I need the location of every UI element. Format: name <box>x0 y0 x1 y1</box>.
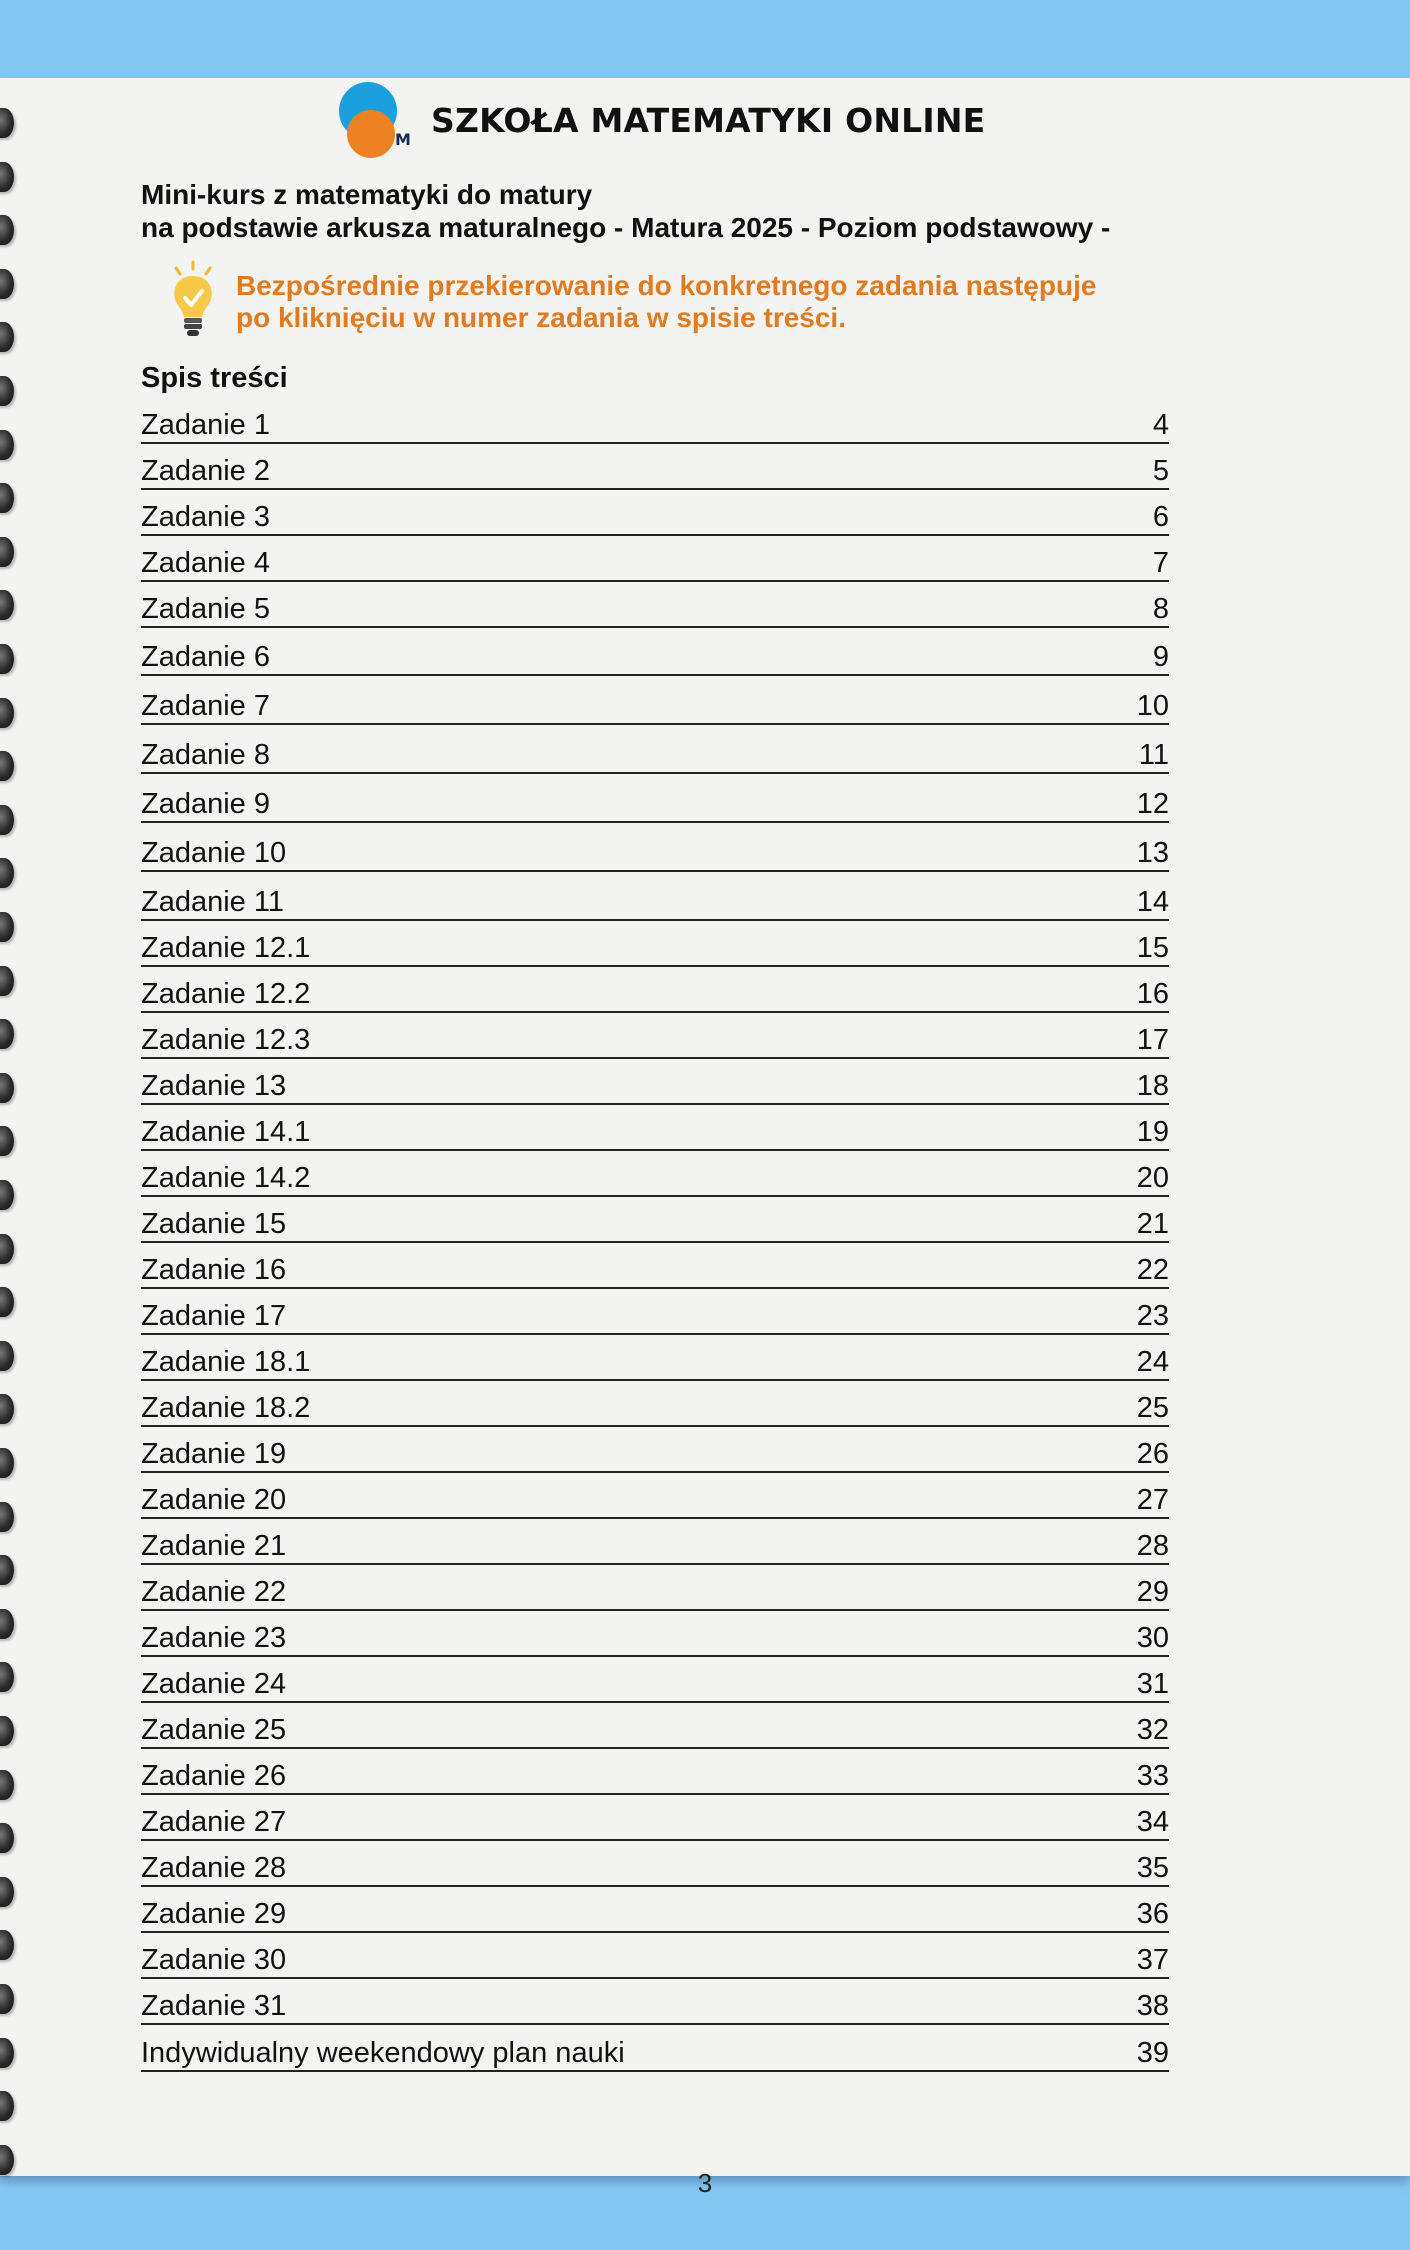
tip-text <box>236 270 1096 340</box>
intro-line-1: Mini-kurs z matematyki do matury <box>141 179 593 210</box>
toc-item-page-number: 30 <box>1136 1622 1169 1654</box>
course-intro <box>141 178 1110 244</box>
toc-item-label: Zadanie 1 <box>141 409 270 441</box>
toc-item-label: Zadanie 17 <box>141 1300 287 1332</box>
toc-item[interactable] <box>141 408 1169 444</box>
toc-item[interactable] <box>141 1529 1169 1565</box>
toc-item-page-number: 18 <box>1136 1070 1169 1102</box>
toc-item-label: Zadanie 22 <box>141 1576 287 1608</box>
toc-item-page-number: 38 <box>1136 1990 1169 2022</box>
spiral-ring <box>0 1823 14 1853</box>
spiral-ring <box>0 912 14 942</box>
toc-item[interactable] <box>141 1023 1169 1059</box>
toc-item[interactable] <box>141 592 1169 628</box>
toc-title: Spis treści <box>141 362 288 394</box>
spiral-ring <box>0 376 14 406</box>
brand-name: SZKOŁA MATEMATYKI ONLINE <box>431 100 986 140</box>
toc-item-page-number: 5 <box>1152 455 1169 487</box>
toc-item-page-number: 11 <box>1138 739 1169 771</box>
spiral-ring <box>0 1662 14 1692</box>
spiral-ring <box>0 1502 14 1532</box>
toc-item-page-number: 31 <box>1136 1668 1169 1700</box>
spiral-ring <box>0 1234 14 1264</box>
toc-item-label: Indywidualny weekendowy plan nauki <box>141 2037 625 2069</box>
toc-item-page-number: 8 <box>1152 593 1169 625</box>
spiral-ring <box>0 430 14 460</box>
spiral-ring <box>0 644 14 674</box>
brand-header <box>337 80 985 160</box>
spiral-ring <box>0 1984 14 2014</box>
toc-item[interactable] <box>141 1667 1169 1703</box>
toc-item-page-number: 17 <box>1136 1024 1169 1056</box>
toc-item-label: Zadanie 29 <box>141 1898 287 1930</box>
toc-item-page-number: 32 <box>1136 1714 1169 1746</box>
toc-item-page-number: 21 <box>1136 1208 1169 1240</box>
toc-item[interactable] <box>141 1897 1169 1933</box>
spiral-ring <box>0 698 14 728</box>
toc-item-page-number: 25 <box>1136 1392 1169 1424</box>
toc-item[interactable] <box>141 1989 1169 2025</box>
toc-item[interactable] <box>141 931 1169 967</box>
toc-item[interactable] <box>141 1207 1169 1243</box>
spiral-ring <box>0 805 14 835</box>
spiral-ring <box>0 108 14 138</box>
toc-item-label: Zadanie 5 <box>141 593 270 625</box>
tip-line-2: po kliknięciu w numer zadania w spisie treści. <box>236 302 846 333</box>
toc-item[interactable] <box>141 1759 1169 1795</box>
spiral-ring <box>0 1126 14 1156</box>
toc-item-label: Zadanie 12.3 <box>141 1024 311 1056</box>
toc-item[interactable] <box>141 1575 1169 1611</box>
toc-item[interactable] <box>141 500 1169 536</box>
toc-item-page-number: 4 <box>1152 409 1169 441</box>
tip-line-1: Bezpośrednie przekierowanie do konkretnego zadania następuje <box>236 270 1097 301</box>
toc-item-page-number: 36 <box>1136 1898 1169 1930</box>
spiral-ring <box>0 2038 14 2068</box>
toc-item-page-number: 27 <box>1136 1484 1169 1516</box>
toc-item-label: Zadanie 12.1 <box>141 932 311 964</box>
toc-item-page-number: 24 <box>1136 1346 1169 1378</box>
toc-item-label: Zadanie 25 <box>141 1714 287 1746</box>
toc-item[interactable] <box>141 977 1169 1013</box>
toc-item-page-number: 39 <box>1136 2037 1169 2069</box>
toc-item-page-number: 13 <box>1136 837 1169 869</box>
toc-item-page-number: 19 <box>1136 1116 1169 1148</box>
toc-item-page-number: 35 <box>1136 1852 1169 1884</box>
toc-item-page-number: 34 <box>1136 1806 1169 1838</box>
toc-item[interactable] <box>141 454 1169 490</box>
spiral-ring <box>0 483 14 513</box>
toc-item[interactable] <box>141 689 1169 725</box>
toc-item-label: Zadanie 12.2 <box>141 978 311 1010</box>
spiral-binding <box>0 98 22 2168</box>
toc-item[interactable] <box>141 1391 1169 1427</box>
lightbulb-icon <box>166 260 220 340</box>
spiral-ring <box>0 1287 14 1317</box>
toc-item-label: Zadanie 27 <box>141 1806 287 1838</box>
toc-item-label: Zadanie 11 <box>141 886 284 918</box>
toc-item[interactable] <box>141 640 1169 676</box>
toc-item[interactable] <box>141 1115 1169 1151</box>
spiral-ring <box>0 1448 14 1478</box>
spiral-ring <box>0 858 14 888</box>
spiral-ring <box>0 751 14 781</box>
toc-item-label: Zadanie 26 <box>141 1760 287 1792</box>
toc-item[interactable] <box>141 1483 1169 1519</box>
toc-item[interactable] <box>141 1069 1169 1105</box>
toc-item-label: Zadanie 24 <box>141 1668 287 1700</box>
school-logo <box>337 80 419 160</box>
toc-item-label: Zadanie 14.2 <box>141 1162 311 1194</box>
toc-item-label: Zadanie 19 <box>141 1438 287 1470</box>
toc-item-page-number: 22 <box>1136 1254 1169 1286</box>
toc-item[interactable] <box>141 1345 1169 1381</box>
toc-item-label: Zadanie 13 <box>141 1070 287 1102</box>
spiral-ring <box>0 162 14 192</box>
toc-item-page-number: 20 <box>1136 1162 1169 1194</box>
spiral-ring <box>0 1609 14 1639</box>
toc-item[interactable] <box>141 1299 1169 1335</box>
toc-item-page-number: 28 <box>1136 1530 1169 1562</box>
logo-orange-circle <box>347 110 395 158</box>
toc-item-page-number: 10 <box>1136 690 1169 722</box>
navigation-tip <box>166 260 1096 340</box>
spiral-ring <box>0 1555 14 1585</box>
spiral-ring <box>0 1770 14 1800</box>
toc-item[interactable] <box>141 738 1169 774</box>
toc-item[interactable] <box>141 1713 1169 1749</box>
spiral-ring <box>0 269 14 299</box>
toc-item-label: Zadanie 2 <box>141 455 270 487</box>
toc-item-page-number: 7 <box>1152 547 1169 579</box>
toc-item-label: Zadanie 23 <box>141 1622 287 1654</box>
toc-item[interactable] <box>141 1161 1169 1197</box>
spiral-ring <box>0 1394 14 1424</box>
toc-item-label: Zadanie 16 <box>141 1254 287 1286</box>
spiral-ring <box>0 1341 14 1371</box>
toc-item-label: Zadanie 7 <box>141 690 270 722</box>
toc-item-page-number: 33 <box>1136 1760 1169 1792</box>
toc-item[interactable] <box>141 2036 1169 2072</box>
toc-item[interactable] <box>141 1621 1169 1657</box>
spiral-ring <box>0 966 14 996</box>
toc-item-label: Zadanie 15 <box>141 1208 287 1240</box>
page-number: 3 <box>697 2168 713 2198</box>
toc-item-label: Zadanie 28 <box>141 1852 287 1884</box>
toc-item[interactable] <box>141 1253 1169 1289</box>
toc-item[interactable] <box>141 836 1169 872</box>
spiral-ring <box>0 1716 14 1746</box>
spiral-ring <box>0 1019 14 1049</box>
toc-item-label: Zadanie 21 <box>141 1530 287 1562</box>
toc-item[interactable] <box>141 787 1169 823</box>
toc-item-page-number: 15 <box>1136 932 1169 964</box>
toc-item-page-number: 16 <box>1136 978 1169 1010</box>
intro-line-2: na podstawie arkusza maturalnego - Matura 2025 - Poziom podstawowy - <box>141 212 1111 243</box>
toc-item-page-number: 37 <box>1136 1944 1169 1976</box>
toc-item[interactable] <box>141 1851 1169 1887</box>
logo-letter: M <box>395 130 411 149</box>
toc-item[interactable] <box>141 1437 1169 1473</box>
spiral-ring <box>0 590 14 620</box>
toc-item-label: Zadanie 14.1 <box>141 1116 311 1148</box>
toc-item-label: Zadanie 6 <box>141 641 270 673</box>
spiral-ring <box>0 537 14 567</box>
toc-item-page-number: 23 <box>1136 1300 1169 1332</box>
spiral-ring <box>0 2091 14 2121</box>
toc-item-label: Zadanie 9 <box>141 788 270 820</box>
toc-item-label: Zadanie 10 <box>141 837 287 869</box>
toc-item-label: Zadanie 20 <box>141 1484 287 1516</box>
toc-item-page-number: 12 <box>1136 788 1169 820</box>
toc-item-page-number: 29 <box>1136 1576 1169 1608</box>
toc-item-label: Zadanie 31 <box>141 1990 287 2022</box>
toc-item-page-number: 26 <box>1136 1438 1169 1470</box>
toc-item-label: Zadanie 4 <box>141 547 270 579</box>
toc-item-label: Zadanie 3 <box>141 501 270 533</box>
toc-item-page-number: 6 <box>1152 501 1169 533</box>
toc-item[interactable] <box>141 1943 1169 1979</box>
toc-item-page-number: 9 <box>1152 641 1169 673</box>
spiral-ring <box>0 1073 14 1103</box>
toc-item[interactable] <box>141 885 1169 921</box>
spiral-ring <box>0 1930 14 1960</box>
toc-item[interactable] <box>141 1805 1169 1841</box>
spiral-ring <box>0 1877 14 1907</box>
spiral-ring <box>0 1180 14 1210</box>
spiral-ring <box>0 215 14 245</box>
toc-item-label: Zadanie 18.2 <box>141 1392 311 1424</box>
toc-item-page-number: 14 <box>1136 886 1169 918</box>
spiral-ring <box>0 322 14 352</box>
toc-item-label: Zadanie 18.1 <box>141 1346 311 1378</box>
toc-item[interactable] <box>141 546 1169 582</box>
toc-item-label: Zadanie 8 <box>141 739 270 771</box>
toc-item-label: Zadanie 30 <box>141 1944 287 1976</box>
